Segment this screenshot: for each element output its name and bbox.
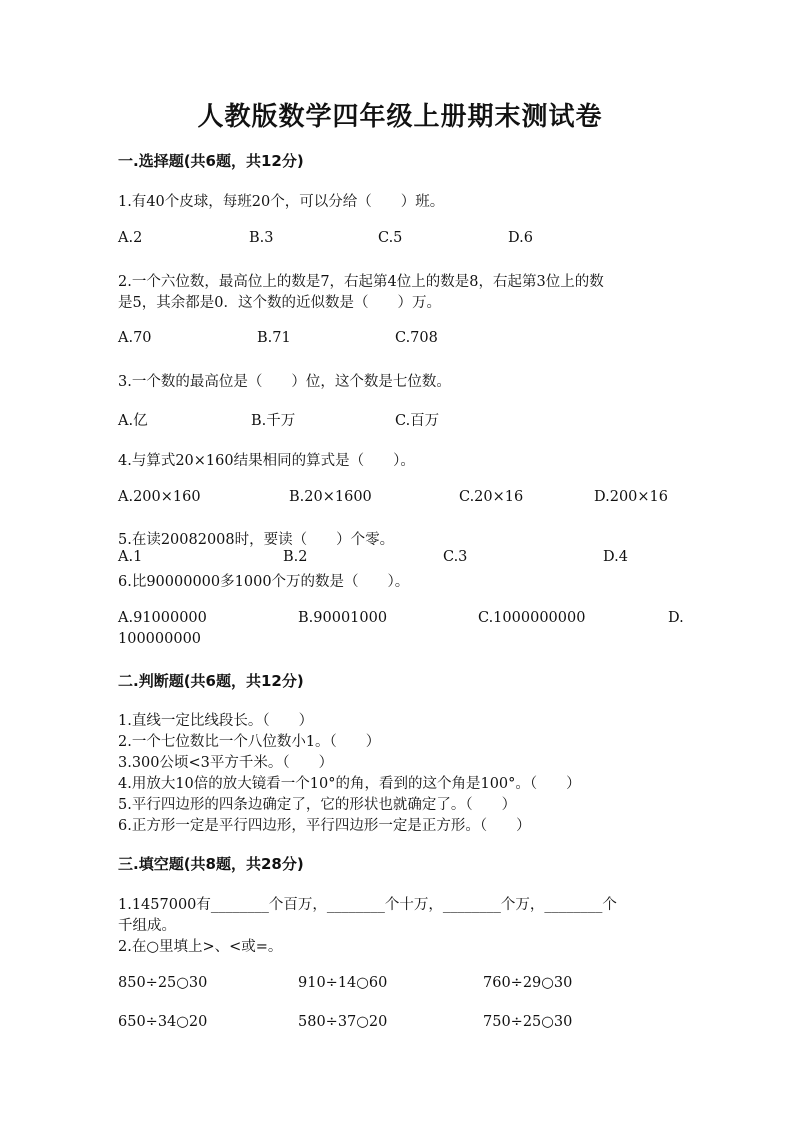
option-a: A.亿 [118,413,148,429]
fill-question-2: 2.在○里填上>、<或=。 [118,939,283,955]
question-2-line2: 是5，其余都是0．这个数的近似数是（ ）万。 [118,295,441,311]
compare-item: 580÷37○20 [298,1014,388,1030]
question-5: 5.在读20082008时，要读（ ）个零。 [118,532,395,548]
question-4: 4.与算式20×160结果相同的算式是（ ）。 [118,453,415,469]
judgement-item-6: 6.正方形一定是平行四边形，平行四边形一定是正方形。（ ） [118,818,531,834]
option-b: B.3 [249,230,274,246]
judgement-item-5: 5.平行四边形的四条边确定了，它的形状也就确定了。（ ） [118,797,517,813]
judgement-item-4: 4.用放大10倍的放大镜看一个10°的角，看到的这个角是100°。（ ） [118,776,581,792]
section-heading-choice: 一.选择题(共6题，共12分) [118,152,304,170]
option-c: C.百万 [395,413,440,429]
compare-item: 750÷25○30 [483,1014,573,1030]
option-d: D.6 [508,230,533,246]
section-heading-fill: 三.填空题(共8题，共28分) [118,855,304,873]
option-b: B.2 [283,549,308,565]
fill-question-1-line2: 千组成。 [118,918,176,934]
judgement-item-2: 2.一个七位数比一个八位数小1。（ ） [118,734,381,750]
section-heading-judgement: 二.判断题(共6题，共12分) [118,672,304,690]
option-c: C.5 [378,230,403,246]
fill-question-1-line1: 1.1457000有________个百万，________个十万，________个万，________个 [118,897,617,913]
option-b: B.71 [257,330,291,346]
option-a: A.200×160 [118,489,201,505]
compare-item: 850÷25○30 [118,975,208,991]
page-title: 人教版数学四年级上册期末测试卷 [197,102,603,132]
judgement-item-1: 1.直线一定比线段长。（ ） [118,713,314,729]
option-a: A.2 [118,230,143,246]
option-c: C.708 [395,330,438,346]
question-1: 1.有40个皮球，每班20个，可以分给（ ）班。 [118,194,445,210]
option-d-value: 100000000 [118,631,202,647]
option-a: A.91000000 [118,610,207,626]
compare-item: 650÷34○20 [118,1014,208,1030]
compare-item: 760÷29○30 [483,975,573,991]
option-c: C.1000000000 [478,610,586,626]
option-c: C.3 [443,549,468,565]
option-a: A.1 [118,549,143,565]
compare-item: 910÷14○60 [298,975,388,991]
question-6: 6.比90000000多1000个万的数是（ ）。 [118,574,410,590]
option-b: B.千万 [251,413,296,429]
option-c: C.20×16 [459,489,524,505]
question-3: 3.一个数的最高位是（ ）位，这个数是七位数。 [118,374,451,390]
option-d: D.4 [603,549,628,565]
judgement-item-3: 3.300公顷<3平方千米。（ ） [118,755,334,771]
option-d: D.200×16 [594,489,668,505]
option-b: B.20×1600 [289,489,372,505]
option-b: B.90001000 [298,610,388,626]
option-a: A.70 [118,330,152,346]
option-d: D. [668,610,684,626]
question-2-line1: 2.一个六位数，最高位上的数是7，右起第4位上的数是8，右起第3位上的数 [118,274,604,290]
